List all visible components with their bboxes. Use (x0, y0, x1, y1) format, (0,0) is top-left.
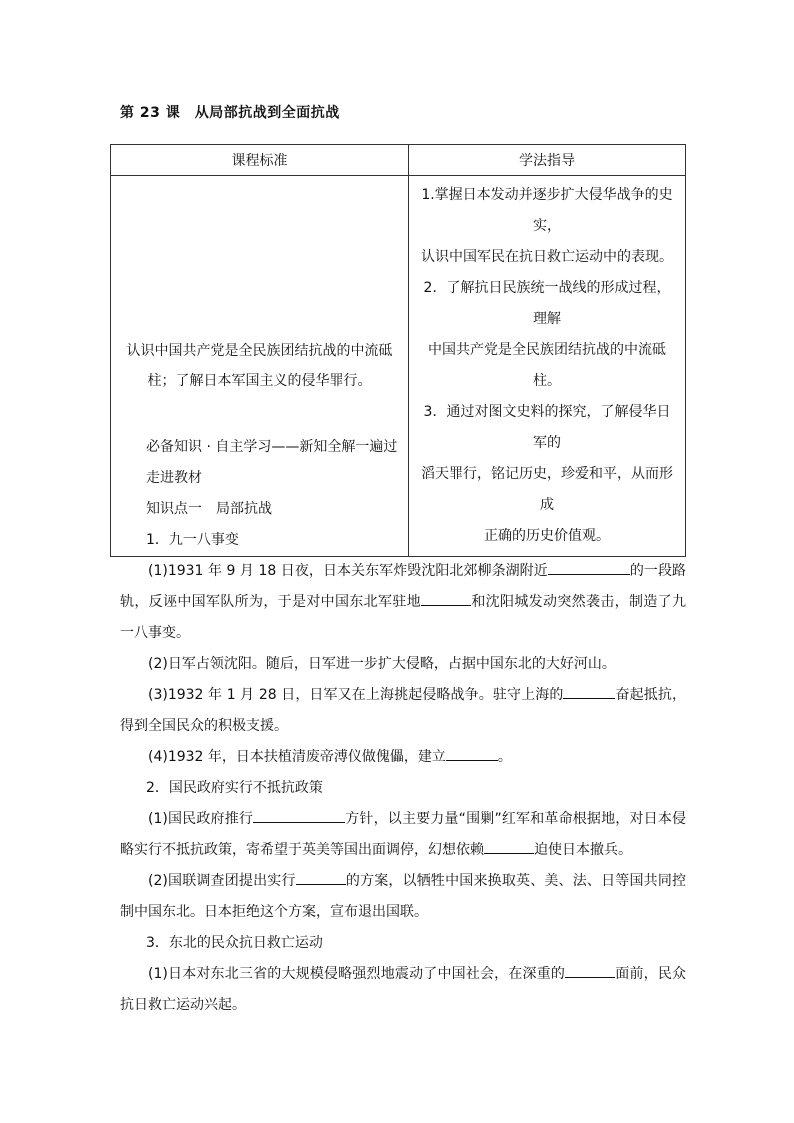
body-text (120, 432, 686, 1021)
table-header-method: 学法指导 (409, 145, 686, 176)
fill-blank[interactable] (565, 963, 615, 978)
paragraph-2-1: (1)国民政府推行 方针，以主要力量“围剿”红军和革命根据地，对日本侵略实行不抵抗政策，寄希望于英美等国出面调停，幻想依赖 迫使日本撤兵。 (120, 804, 686, 866)
fill-blank[interactable] (563, 684, 615, 699)
paragraph-1-1: (1)1931 年 9 月 18 日夜，日本关东军炸毁沈阳北郊柳条湖附近 的一段路轨，反诬中国军队所为，于是对中国东北军驻地 和沈阳城发动突然袭击，制造了九一八事变。 (120, 556, 686, 649)
paragraph-1-4: (4)1932 年，日本扶植清废帝溥仪做傀儡，建立 。 (120, 742, 686, 773)
fill-blank[interactable] (253, 808, 345, 823)
knowledge-point-title: 知识点一 局部抗战 (146, 501, 272, 517)
paragraph-1-3: (3)1932 年 1 月 28 日，日军又在上海挑起侵略战争。驻守上海的 奋起抵抗，得到全国民众的积极支援。 (120, 680, 686, 742)
method-line: 认识中国军民在抗日救亡运动中的表现。 (421, 249, 673, 265)
paragraph-3-1: (1)日本对东北三省的大规模侵略强烈地震动了中国社会，在深重的 面前，民众抗日救亡运动兴起。 (120, 959, 686, 1021)
item-title-september18: 1．九一八事变 (146, 532, 239, 548)
standards-line: 认识中国共产党是全民族团结抗战的中流砥 (126, 343, 393, 359)
fill-blank[interactable] (421, 591, 471, 606)
method-line: 滔天罪行，铭记历史，珍爱和平，从而形成 (421, 466, 673, 513)
method-line: 正确的历史价值观。 (484, 528, 610, 544)
item-title-northeast-resistance: 3．东北的民众抗日救亡运动 (146, 935, 323, 951)
lesson-title: 第 23 课 从局部抗战到全面抗战 (120, 105, 340, 121)
method-line: 中国共产党是全民族团结抗战的中流砥柱。 (428, 342, 666, 389)
standards-line: 柱；了解日本军国主义的侵华罪行。 (147, 373, 372, 389)
method-line: 3．通过对图文史料的探究，了解侵华日军的 (423, 404, 671, 451)
paragraph-2-2: (2)国联调查团提出实行 的方案，以牺牲中国来换取英、美、法、日等国共同控制中国东北。日本拒绝这个方案，宣布退出国联。 (120, 866, 686, 928)
method-line: 1.掌握日本发动并逐步扩大侵华战争的史实， (421, 187, 673, 234)
sub-header: 走进教材 (146, 470, 202, 486)
paragraph-1-2: (2)日军占领沈阳。随后，日军进一步扩大侵略，占据中国东北的大好河山。 (148, 656, 616, 672)
fill-blank[interactable] (484, 839, 534, 854)
fill-blank[interactable] (446, 746, 498, 761)
section-header: 必备知识 · 自主学习——新知全解一遍过 (146, 439, 398, 455)
item-title-nonresistance: 2．国民政府实行不抵抗政策 (146, 780, 323, 796)
fill-blank[interactable] (548, 560, 630, 575)
fill-blank[interactable] (296, 870, 346, 885)
table-header-standards: 课程标准 (111, 145, 409, 176)
method-line: 2．了解抗日民族统一战线的形成过程，理解 (423, 280, 671, 327)
